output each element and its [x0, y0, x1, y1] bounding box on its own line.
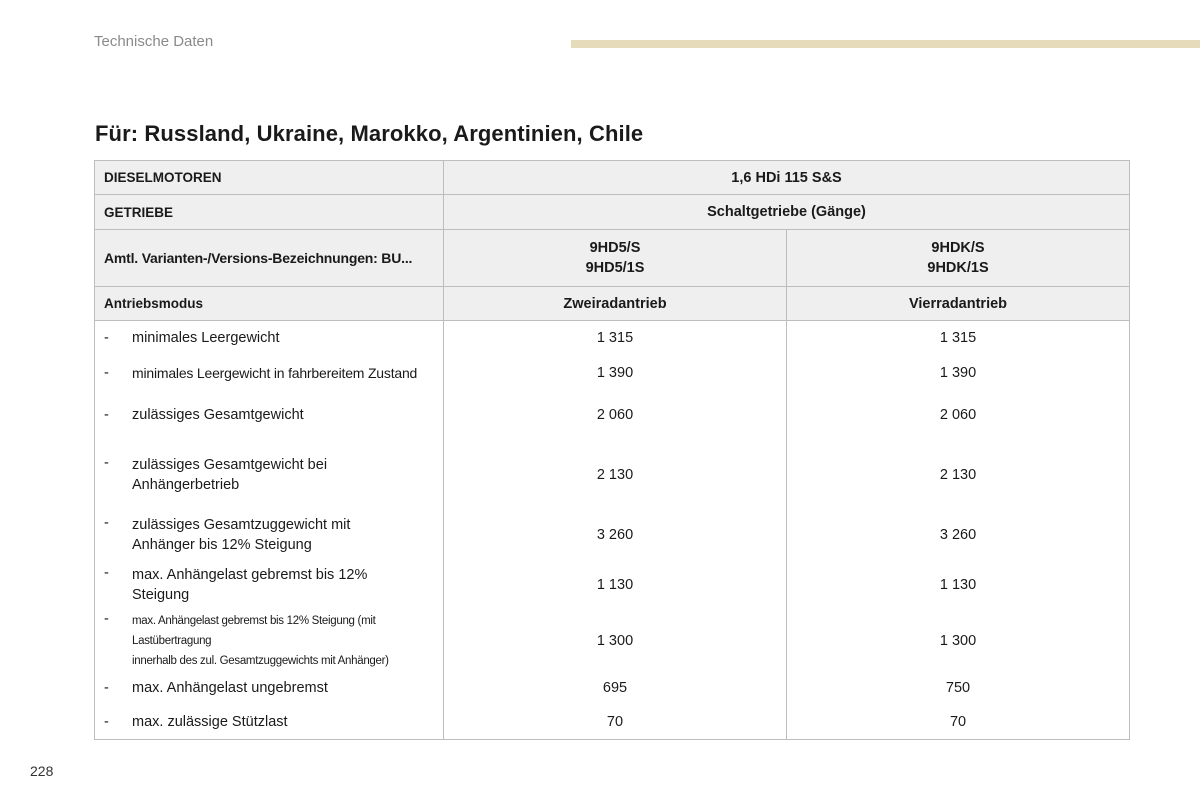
table-row	[95, 611, 1130, 671]
row-value-col1: 70	[444, 705, 787, 740]
row-value-col2: 1 315	[787, 321, 1130, 355]
row-label: max. zulässige Stützlast	[132, 713, 288, 730]
row-value-col2: 1 130	[787, 559, 1130, 611]
row-label: max. Anhängelast gebremst bis 12% Steigung	[132, 566, 368, 603]
row-value-col2: 750	[787, 671, 1130, 705]
variants-col1	[444, 230, 787, 287]
table-row	[95, 559, 1130, 611]
row-value-col1: 1 300	[444, 611, 787, 671]
row-value-col1: 2 060	[444, 391, 787, 439]
variants-row	[95, 230, 1130, 287]
row-label: minimales Leergewicht in fahrbereitem Zustand	[132, 364, 418, 381]
row-value-col2: 2 130	[787, 439, 1130, 511]
row-label: max. Anhängelast ungebremst	[132, 679, 328, 696]
row-dash: -	[104, 679, 109, 696]
engine-row	[95, 161, 1130, 195]
row-value-col1: 3 260	[444, 511, 787, 559]
gearbox-value: Schaltgetriebe (Gänge)	[444, 195, 1130, 230]
variants-label: Amtl. Varianten-/Versions-Bezeichnungen: BU...	[95, 230, 444, 287]
drive-label: Antriebsmodus	[95, 287, 444, 321]
row-value-col1: 1 130	[444, 559, 787, 611]
row-label: zulässiges Gesamtzuggewicht mit Anhänger bis 12% Steigung	[132, 516, 351, 553]
table-row	[95, 391, 1130, 439]
row-dash: -	[104, 454, 109, 471]
page-title: Für: Russland, Ukraine, Marokko, Argentinien, Chile	[95, 121, 644, 146]
spec-table	[94, 160, 1130, 740]
gearbox-row	[95, 195, 1130, 230]
variant-code: 9HD5/1S	[585, 260, 645, 276]
table-row	[95, 321, 1130, 355]
row-label-cell	[95, 321, 444, 355]
row-dash: -	[104, 329, 109, 346]
gearbox-label: GETRIEBE	[95, 195, 444, 230]
table-row	[95, 671, 1130, 705]
drive-col2: Vierradantrieb	[787, 287, 1130, 321]
engine-label: DIESELMOTOREN	[95, 161, 444, 195]
row-label-cell	[95, 559, 444, 611]
row-value-col2: 70	[787, 705, 1130, 740]
page-number: 228	[30, 763, 54, 779]
row-label: zulässiges Gesamtgewicht bei Anhängerbetrieb	[132, 456, 328, 493]
row-value-col2: 2 060	[787, 391, 1130, 439]
row-value-col1: 1 315	[444, 321, 787, 355]
table-row	[95, 705, 1130, 740]
variants-col2	[787, 230, 1130, 287]
section-bar	[571, 40, 1200, 48]
table-row	[95, 511, 1130, 559]
row-label: zulässiges Gesamtgewicht	[132, 406, 304, 423]
drive-col1: Zweiradantrieb	[444, 287, 787, 321]
row-dash: -	[104, 610, 109, 627]
row-label: minimales Leergewicht	[132, 329, 280, 346]
row-label-cell	[95, 439, 444, 511]
row-dash: -	[104, 713, 109, 730]
row-label-cell	[95, 705, 444, 740]
row-dash: -	[104, 406, 109, 423]
engine-value: 1,6 HDi 115 S&S	[444, 161, 1130, 195]
variant-code: 9HDK/S	[931, 240, 985, 256]
row-label-cell	[95, 611, 444, 671]
table-row	[95, 355, 1130, 391]
section-label: Technische Daten	[94, 33, 214, 50]
row-dash: -	[104, 564, 109, 581]
row-value-col2: 3 260	[787, 511, 1130, 559]
row-value-col2: 1 300	[787, 611, 1130, 671]
row-value-col1: 695	[444, 671, 787, 705]
drive-row	[95, 287, 1130, 321]
row-label-cell	[95, 511, 444, 559]
variant-code: 9HD5/S	[589, 240, 641, 256]
row-value-col2: 1 390	[787, 355, 1130, 391]
row-label: max. Anhängelast gebremst bis 12% Steigung (mit Lastübertragung innerhalb des zul. Gesamtzuggewichts mit Anhänger)	[132, 614, 389, 667]
row-label-cell	[95, 355, 444, 391]
row-value-col1: 1 390	[444, 355, 787, 391]
row-label-cell	[95, 391, 444, 439]
row-value-col1: 2 130	[444, 439, 787, 511]
variant-code: 9HDK/1S	[927, 260, 989, 276]
row-label-cell	[95, 671, 444, 705]
table-row	[95, 439, 1130, 511]
row-dash: -	[104, 514, 109, 531]
row-dash: -	[104, 364, 109, 381]
